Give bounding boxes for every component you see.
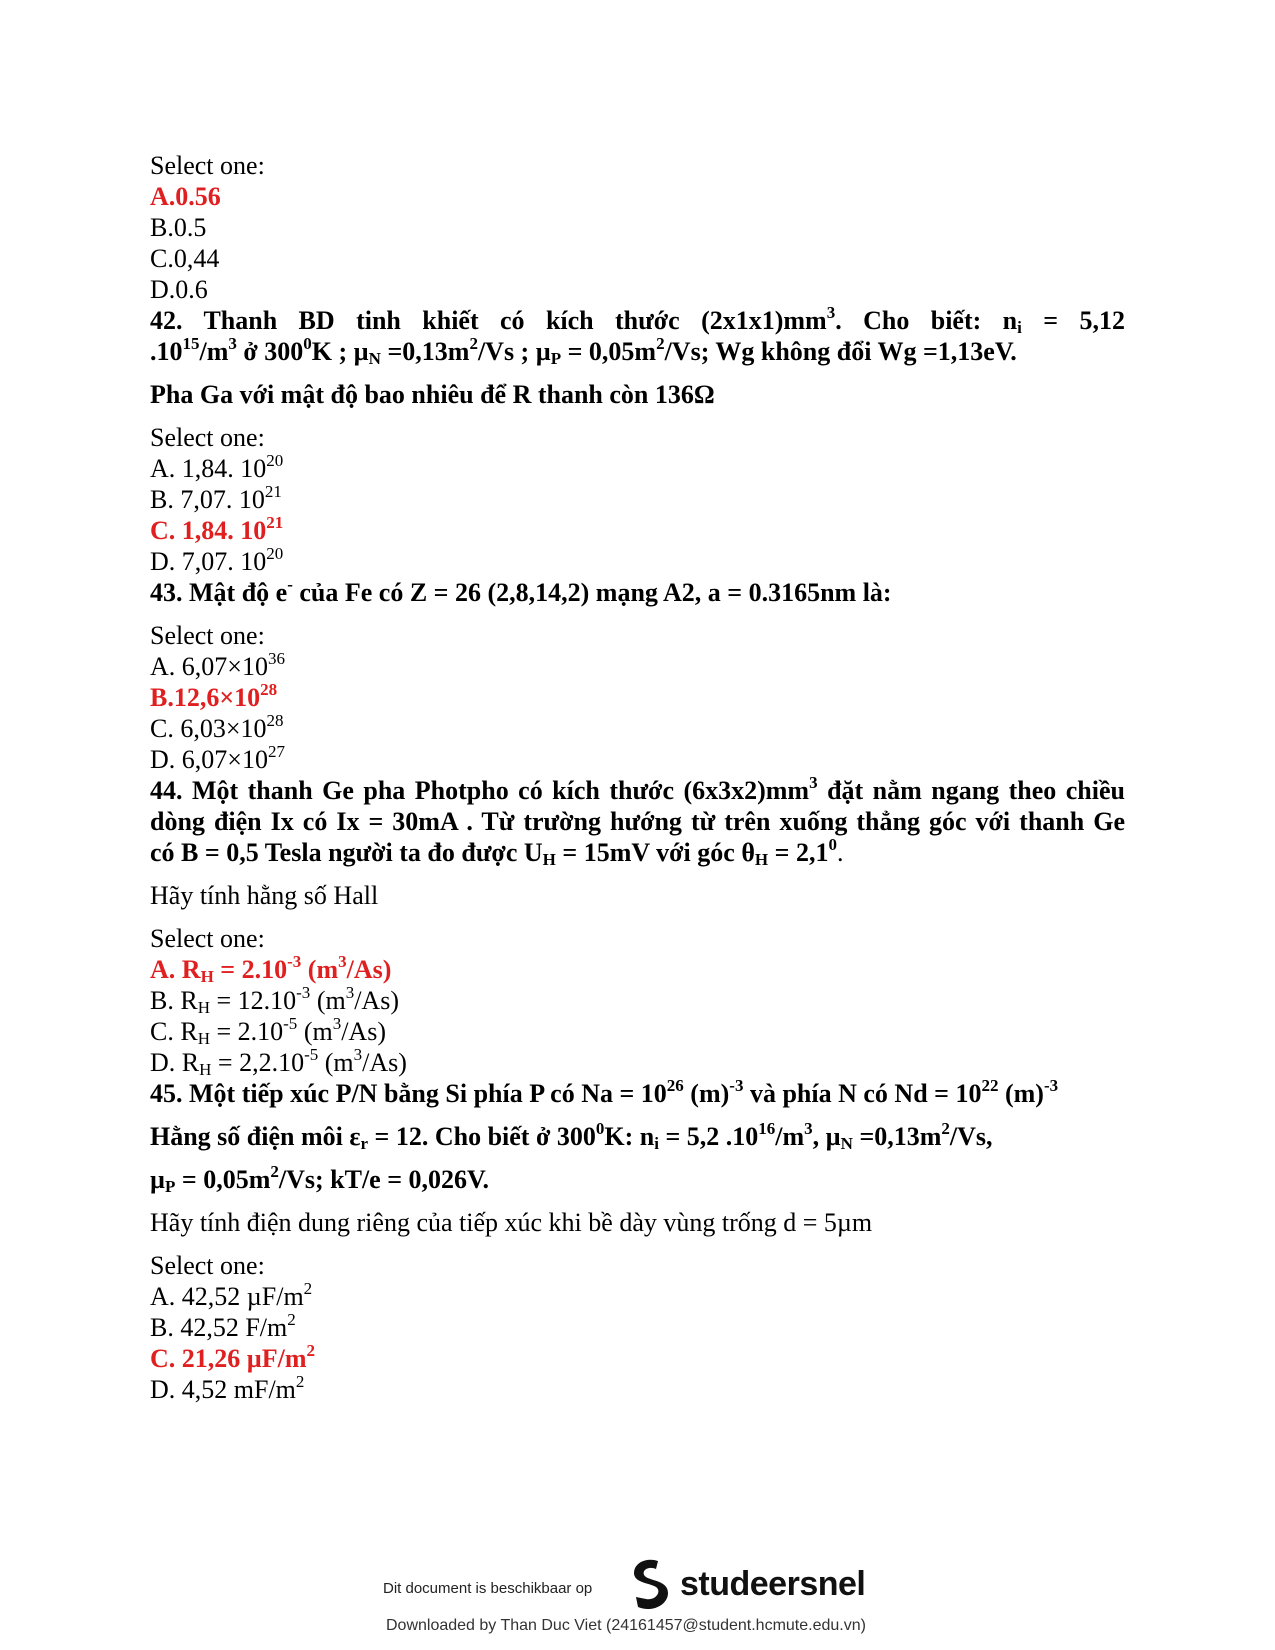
answer-option-d: D.0.6 <box>150 275 208 304</box>
select-one-label: Select one: <box>150 924 265 953</box>
answer-option-d: D. 4,52 $mF/m^2$ <box>150 1372 305 1404</box>
answer-option-d: D. 7,07. $10^{20}$ <box>150 544 284 576</box>
answer-option-b: B. $R_H = 12.10^{-3}$ $(m^3/As)$ <box>150 983 399 1017</box>
question-45-prompt: Hãy tính điện dung riêng của tiếp xúc khi bề dày vùng trống d = 5µm <box>150 1208 873 1237</box>
question-45-line-3: $\mu_P = 0,05m^2/Vs$; kT/e = 0,026V. <box>150 1162 489 1196</box>
question-42-line-2: $.10^{15}/m^3$ ở $300^0K$ ; $\mu_N =0,13m^2/Vs$ ; $\mu_P = 0,05m^2/Vs$; Wg không đổi Wg =1,13eV. <box>150 334 1017 368</box>
answer-option-a: A. 42,52 $\mu F/m^2$ <box>150 1279 313 1311</box>
question-44-line-3: có B = 0,5 Tesla người ta đo được $U_H = 15mV$ với góc $\theta_H = 2,1^0$. <box>150 835 844 869</box>
footer-downloaded-by: Downloaded by Than Duc Viet (24161457@student.hcmute.edu.vn) <box>386 1617 866 1634</box>
answer-option-a-correct: A.0.56 <box>150 182 221 211</box>
footer-available-text: Dit document is beschikbaar op <box>383 1580 593 1597</box>
question-45-line-1: 45. Một tiếp xúc P/N bằng Si phía P có $Na = 10^{26}$ $(m)^{-3}$ và phía N có $Nd = 10^{22}$ $(m)^{-3}$ <box>150 1076 1059 1108</box>
question-43: 43. Mật độ e- của Fe có Z = 26 (2,8,14,2) mạng A2, a = 0.3165nm là: <box>150 575 892 607</box>
question-44-prompt: Hãy tính hằng số Hall <box>150 881 379 910</box>
studeersnel-logo[interactable] <box>628 1557 865 1611</box>
answer-option-a: A. 1,84. $10^{20}$ <box>150 451 284 483</box>
answer-option-b: B. 7,07. $10^{21}$ <box>150 482 282 514</box>
answer-option-d: D. $R_H = 2,2.10^{-5}$ $(m^3/As)$ <box>150 1045 407 1079</box>
question-42-line-1: 42. Thanh BD tinh khiết có kích thước $(2x1x1)mm^3$. Cho biết: $n_i = 5,12$ <box>150 303 1125 337</box>
answer-option-a-correct: A. $R_H = 2.10^{-3}$ $(m^3/As)$ <box>150 952 392 986</box>
question-45-line-2: Hằng số điện môi $\varepsilon_r = 12$. Cho biết ở $300^0K$: $n_i = 5,2$ $.10^{16}/m^3$, $\mu_N =0,13m^2/Vs$, <box>150 1119 993 1153</box>
document-page <box>150 150 1125 1405</box>
studeersnel-logo-icon <box>628 1557 672 1611</box>
select-one-label: Select one: <box>150 1251 265 1280</box>
answer-option-d: D. $6,07\times 10^{27}$ <box>150 742 285 774</box>
select-one-label: Select one: <box>150 423 265 452</box>
answer-option-b-correct: $B.12,6\times 10^{28}$ <box>150 680 278 712</box>
answer-option-a: A. $6,07\times 10^{36}$ <box>150 649 285 681</box>
question-44-line-2: dòng điện Ix có Ix = 30mA . Từ trường hướng từ trên xuống thẳng góc với thanh Ge <box>150 807 1125 836</box>
answer-option-b: B. 42,52 $F/m^2$ <box>150 1310 296 1342</box>
answer-option-c-correct: C. 21,26 $\mu F/m^2$ <box>150 1341 316 1373</box>
select-one-label: Select one: <box>150 151 265 180</box>
select-one-label: Select one: <box>150 621 265 650</box>
question-44-line-1: 44. Một thanh Ge pha Photpho có kích thước $(6x3x2)mm^3$ đặt nằm ngang theo chiều <box>150 773 1125 805</box>
answer-option-c: C. $R_H = 2.10^{-5}$ $(m^3/As)$ <box>150 1014 386 1048</box>
question-42-line-3: Pha Ga với mật độ bao nhiêu để R thanh còn 136Ω <box>150 380 715 409</box>
answer-option-b: B.0.5 <box>150 213 207 242</box>
answer-option-c-correct: C. 1,84. $10^{21}$ <box>150 513 284 545</box>
answer-option-c: C.0,44 <box>150 244 220 273</box>
studeersnel-wordmark: studeersnel <box>680 1564 866 1603</box>
answer-option-c: C. $6,03\times 10^{28}$ <box>150 711 284 743</box>
